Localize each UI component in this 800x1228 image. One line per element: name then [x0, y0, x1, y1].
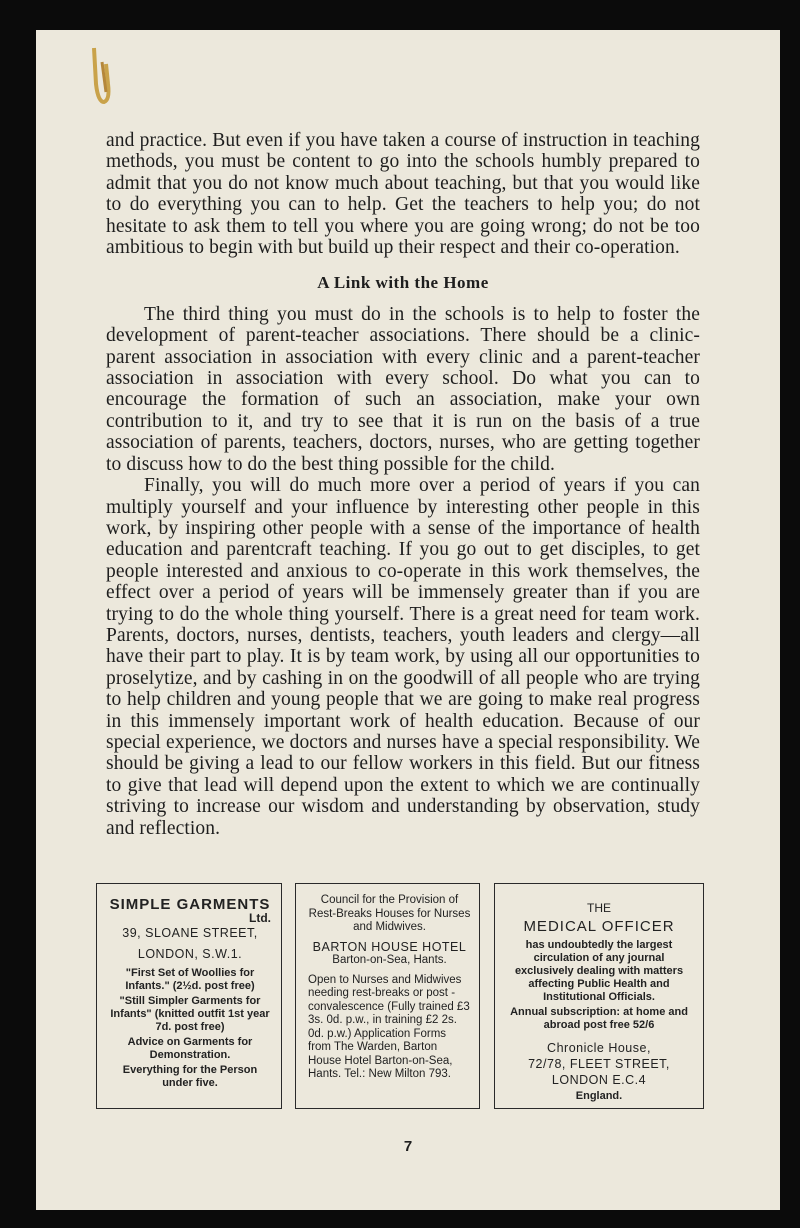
paragraph-3: Finally, you will do much more over a period of years if you can multiply yourself and your influence by interesting other people in this work, by inspiring other people with a sense of the importance of health education and parentcraft teaching. If you go out to get disciples, to get people interested and anxious to co-operate in this work themselves, the effect over a period of years will be immensely greater than if you are trying to do the whole thing yourself. There is a great need for team work. Parents, doctors, nurses, dentists, teachers, youth leaders and clergy—all have their part to play. It is by team work, by using all our opportunities to proselytize, and by cashing in on the goodwill of all people who are trying to help children and young people that we are going to make real progress in this immensely important work of health education. Because of our special experience, we doctors and nurses have a special responsibility. We should be giving a lead to our fellow workers in this field. But our fitness to give that lead will depend upon the extent to which we are continually striving to increase our wisdom and understanding by observation, study and reflection.	[106, 475, 700, 839]
ad3-title: MEDICAL OFFICER	[523, 917, 675, 935]
ad-medical-officer	[494, 883, 704, 1109]
ad3-the: THE	[587, 901, 611, 915]
advertisements	[96, 883, 704, 1123]
ad2-hotel: BARTON HOUSE HOTEL	[312, 939, 467, 954]
ad1-line-1: "First Set of Woollies for Infants." (2½d. post free)	[125, 967, 255, 992]
paper-clip-mark-icon	[84, 44, 114, 110]
book-page	[36, 30, 780, 1210]
ad1-line-2: "Still Simpler Garments for Infants" (knitted outfit 1st year 7d. post free)	[110, 995, 270, 1033]
ad1-address-2: LONDON, S.W.1.	[137, 947, 243, 961]
ad1-title: SIMPLE GARMENTS	[109, 896, 271, 913]
section-heading: A Link with the Home	[317, 273, 489, 293]
ad3-city: LONDON E.C.4	[551, 1073, 647, 1087]
ad3-description: has undoubtedly the largest circulation of any journal exclusively dealing with matters affecting Public Health and Institutional Officials.	[514, 939, 684, 1003]
ad3-subscription: Annual subscription: at home and abroad post free 52/6	[510, 1006, 688, 1031]
ad2-intro: Council for the Provision of Rest-Breaks Houses for Nurses and Midwives.	[308, 894, 471, 933]
ad3-house: Chronicle House,	[547, 1041, 651, 1055]
ad1-address-1: 39, SLOANE STREET,	[122, 926, 258, 940]
ad2-details: Open to Nurses and Midwives needing rest-breaks or post - convalescence (Fully trained £3 3s. 0d. p.w., in training £2 2s. 0d. p.w.) Application Forms from The Warden, Barton House Hotel Barton-on-Sea, Hants. Tel.: New Milton 793.	[308, 973, 470, 1080]
ad1-line-4: Everything for the Person under five.	[122, 1064, 258, 1089]
article-body	[106, 130, 700, 839]
paragraph-1: and practice. But even if you have taken a course of instruction in teaching methods, you must be content to go into the schools humbly prepared to admit that you do not know much about teaching, but that you would like to do everything you can to help. Get the teachers to help you; do not hesitate to ask them to tell you where you are going wrong; do not be too ambitious to begin with but build up their respect and their co-operation.	[106, 130, 700, 259]
ad3-street: 72/78, FLEET STREET,	[528, 1057, 670, 1071]
ad-barton-house	[295, 883, 480, 1109]
ad1-ltd: Ltd.	[249, 910, 271, 925]
ad3-country: England.	[575, 1090, 623, 1102]
paragraph-2: The third thing you must do in the schools is to help to foster the development of parent-teacher associations. There should be a clinic-parent association in association with every clinic and a parent-teacher association in association with every school. Do what you can to encourage the formation of such an association, make your own contribution to it, and try to see that it is run on the basis of a true association of parents, teachers, doctors, nurses, who are getting together to discuss how to do the best thing possible for the child.	[106, 303, 700, 475]
ad2-place: Barton-on-Sea, Hants.	[332, 954, 447, 966]
page-number: 7	[403, 1138, 413, 1155]
ad1-line-3: Advice on Garments for Demonstration.	[127, 1036, 253, 1061]
ad-simple-garments	[96, 883, 282, 1109]
